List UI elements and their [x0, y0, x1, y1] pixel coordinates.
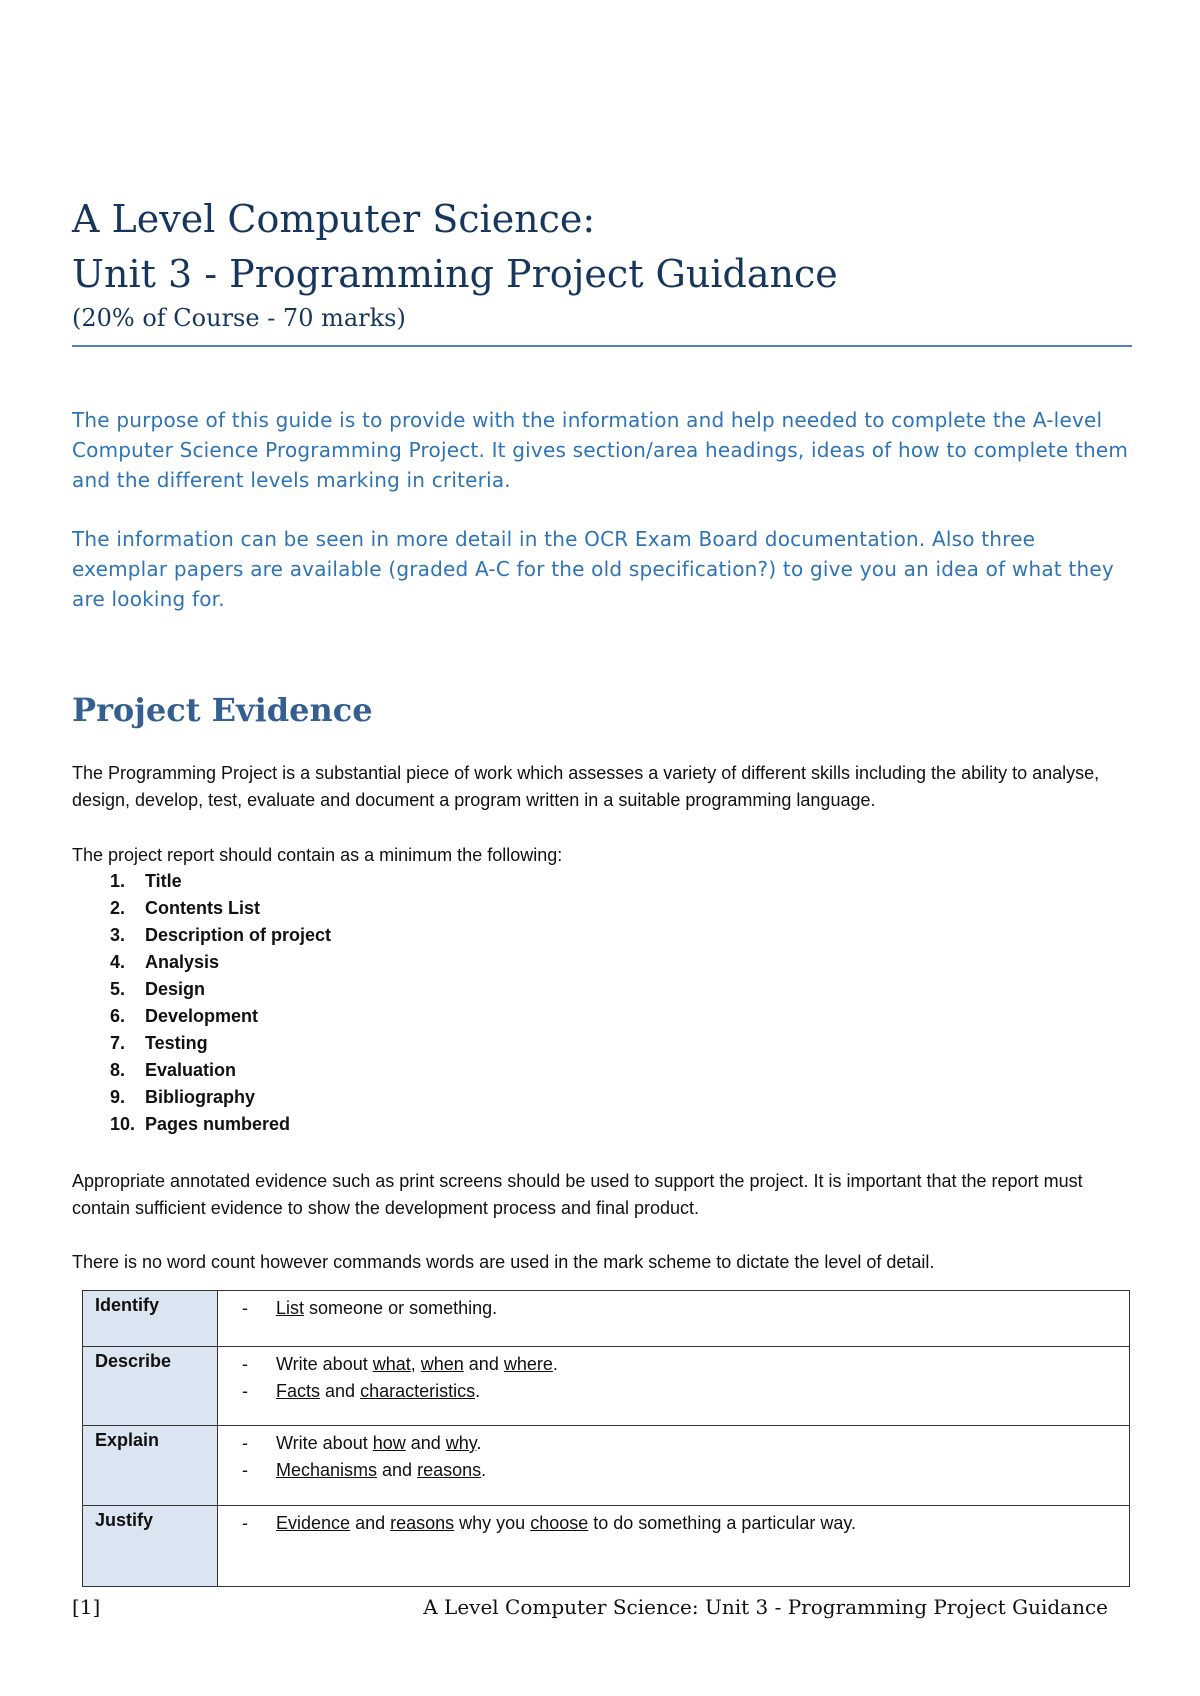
- list-item-label: Evaluation: [145, 1060, 237, 1080]
- title-divider: [72, 345, 1132, 347]
- term-cell: Identify: [83, 1291, 218, 1347]
- list-item: [72, 1030, 672, 1057]
- title-line-1: A Level Computer Science:: [72, 197, 596, 241]
- list-item-label: Contents List: [145, 898, 260, 918]
- table-row: [83, 1347, 1130, 1426]
- definition-item: - Facts and characteristics.: [230, 1378, 1117, 1405]
- term-cell: Explain: [83, 1426, 218, 1506]
- list-number: 7.: [110, 1033, 126, 1053]
- title-line-2: Unit 3 - Programming Project Guidance: [72, 252, 838, 296]
- definition-item: - Evidence and reasons why you choose to do something a particular way.: [230, 1510, 1117, 1537]
- body-paragraph-3: Appropriate annotated evidence such as print screens should be used to support the project. It is important that the report must contain sufficient evidence to show the development process and final product.: [72, 1171, 1083, 1218]
- list-number: 10.: [110, 1114, 136, 1134]
- definition-item: - Write about how and why.: [230, 1430, 1117, 1457]
- term-cell: Justify: [83, 1506, 218, 1587]
- list-number: 9.: [110, 1087, 126, 1107]
- definition-item: - Mechanisms and reasons.: [230, 1457, 1117, 1484]
- document-subtitle: (20% of Course - 70 marks): [72, 304, 406, 332]
- list-item-label: Analysis: [145, 952, 220, 972]
- definition-cell: [218, 1426, 1130, 1506]
- list-number: 5.: [110, 979, 126, 999]
- term-cell: Describe: [83, 1347, 218, 1426]
- list-item: [72, 1084, 672, 1111]
- command-words-table: [82, 1290, 1130, 1587]
- definition-list: [230, 1510, 1117, 1537]
- list-item: [72, 949, 672, 976]
- section-heading: Project Evidence: [72, 691, 373, 729]
- list-item: [72, 976, 672, 1003]
- table-row: [83, 1506, 1130, 1587]
- definition-list: [230, 1351, 1117, 1405]
- list-item: [72, 1057, 672, 1084]
- definition-item: - List someone or something.: [230, 1295, 1117, 1322]
- list-number: 3.: [110, 925, 126, 945]
- requirements-list: [72, 868, 672, 1138]
- list-number: 2.: [110, 898, 126, 918]
- table-row: [83, 1291, 1130, 1347]
- list-number: 8.: [110, 1060, 126, 1080]
- definition-list: [230, 1295, 1117, 1322]
- list-item: [72, 922, 672, 949]
- body-paragraph-2: The project report should contain as a minimum the following:: [72, 845, 563, 865]
- list-item-label: Development: [145, 1006, 259, 1026]
- definition-cell: [218, 1506, 1130, 1587]
- table-row: [83, 1426, 1130, 1506]
- list-item-label: Description of project: [145, 925, 332, 945]
- list-item: [72, 1111, 672, 1138]
- list-number: 6.: [110, 1006, 126, 1026]
- intro-paragraph-2: The information can be seen in more detail in the OCR Exam Board documentation. Also three exemplar papers are available (graded A-C for the old specification?) to give you an idea of what they are looking for.: [72, 527, 1114, 611]
- definition-list: [230, 1430, 1117, 1484]
- intro-paragraph-1: The purpose of this guide is to provide with the information and help needed to complete the A-level Computer Science Programming Project. It gives section/area headings, ideas of how to complete them and the different levels marking in criteria.: [72, 408, 1129, 492]
- definition-item: - Write about what, when and where.: [230, 1351, 1117, 1378]
- definition-cell: [218, 1291, 1130, 1347]
- list-number: 1.: [110, 871, 126, 891]
- list-item: [72, 1003, 672, 1030]
- document-title: [72, 192, 1132, 302]
- list-item: [72, 895, 672, 922]
- body-paragraph-1: The Programming Project is a substantial piece of work which assesses a variety of different skills including the ability to analyse, design, develop, test, evaluate and document a program written in a suitable programming language.: [72, 763, 1100, 810]
- list-item-label: Bibliography: [145, 1087, 256, 1107]
- footer-title: A Level Computer Science: Unit 3 - Programming Project Guidance: [423, 1595, 1108, 1619]
- body-paragraph-4: There is no word count however commands words are used in the mark scheme to dictate the level of detail.: [72, 1252, 935, 1272]
- list-item-label: Pages numbered: [145, 1114, 291, 1134]
- list-item-label: Design: [145, 979, 206, 999]
- list-item-label: Testing: [145, 1033, 208, 1053]
- footer-page-number: [1]: [72, 1595, 101, 1619]
- list-number: 4.: [110, 952, 126, 972]
- list-item-label: Title: [145, 871, 182, 891]
- definition-cell: [218, 1347, 1130, 1426]
- list-item: [72, 868, 672, 895]
